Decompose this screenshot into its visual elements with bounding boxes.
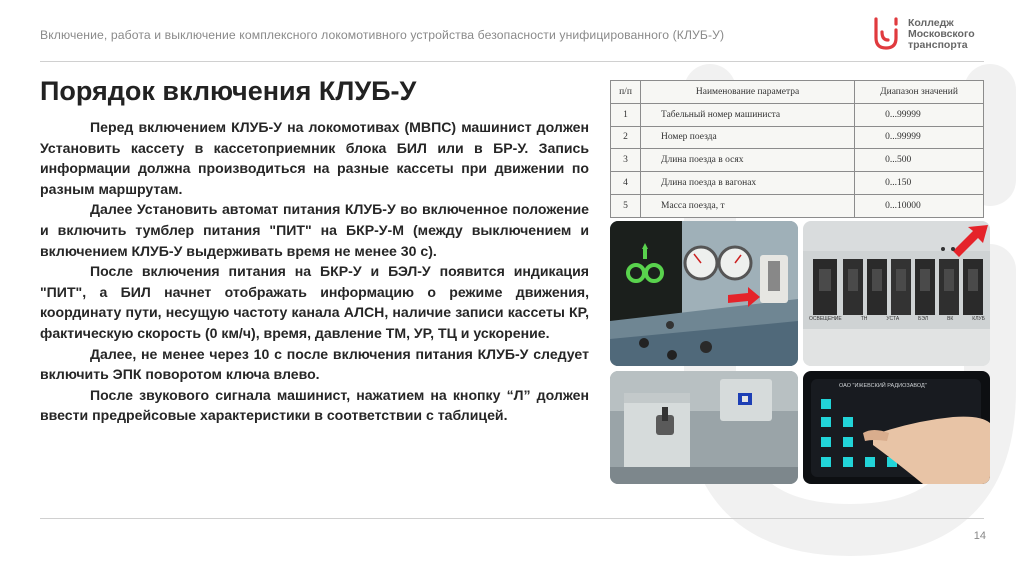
parameter-name: Номер поезда [641,126,855,149]
column-header-number: п/п [611,81,641,104]
panel-label: УСТА [886,316,900,322]
header-divider [40,61,984,62]
photo-cab-panel [610,221,798,366]
value-range: 0...150 [855,172,984,195]
page-title: Порядок включения КЛУБ-У [40,76,417,106]
cab-panel-photo-icon [610,221,798,366]
column-header-range: Диапазон значений [855,81,984,104]
value-range: 0...10000 [855,194,984,217]
column-header-parameter: Наименование параметра [641,81,855,104]
parameter-name: Длина поезда в осях [641,149,855,172]
logo-line-3: транспорта [908,38,968,51]
panel-labels [809,316,985,322]
table-row [611,103,984,126]
value-range: 0...99999 [855,103,984,126]
parameters-table [610,80,984,218]
photo-epk-key [610,371,798,484]
row-number: 3 [611,149,641,172]
college-logo-icon [870,16,902,52]
logo-line-2: Московского [908,27,975,40]
footer-divider [40,518,984,519]
row-number: 2 [611,126,641,149]
photo-bil-display [803,371,990,484]
panel-label: ТН [860,316,868,322]
paragraph-5: После звукового сигнала машинист, нажатием на кнопку “Л” должен ввести предрейсовые характеристики в соответствии с таблицей. [40,386,589,424]
body-text [40,117,589,426]
value-range: 0...99999 [855,126,984,149]
row-number: 1 [611,103,641,126]
parameter-name: Табельный номер машиниста [641,103,855,126]
panel-label: КЛУБ [972,316,985,322]
table-row [611,194,984,217]
college-logo [870,12,1000,56]
parameter-name: Длина поезда в вагонах [641,172,855,195]
table-row [611,149,984,172]
row-number: 4 [611,172,641,195]
table-row [611,126,984,149]
photo-breaker-panel [803,221,990,366]
row-number: 5 [611,194,641,217]
parameter-name: Масса поезда, т [641,194,855,217]
value-range: 0...500 [855,149,984,172]
panel-label: ОСВЕЩЕНИЕ [809,316,842,322]
paragraph-1: Перед включением КЛУБ-У на локомотивах (МВПС) машинист должен Установить кассету в кассетоприемник блока БИЛ или в БР-У. Запись информации должна производиться на разные кассеты при движении по разным маршрутам. [40,119,589,197]
college-logo-text [908,18,975,51]
table-row [611,172,984,195]
paragraph-3: После включения питания на БКР-У и БЭЛ-У появится индикация "ПИТ", а БИЛ начнет отображать информацию о режиме движения, координату пути, несущую частоту канала АЛСН, наличие записи кассеты КР, фактическую скорость (0 км/ч), время, давление ТМ, УР, ТЦ и ускорение. [40,263,589,341]
paragraph-2: Далее Установить автомат питания КЛУБ-У во включенное положение и включить тумблер питания "ПИТ" на БКР-У-М (между выключением и включением КЛУБ-У выдерживать время не менее 30 с). [40,201,589,259]
logo-line-1: Колледж [908,16,954,29]
header-title: Включение, работа и выключение комплексного локомотивного устройства безопасности унифицированного (КЛУБ-У) [40,28,725,42]
epk-key-photo-icon [610,371,798,484]
breaker-panel-photo-icon [803,221,990,366]
panel-label: БЭЛ [918,316,929,322]
page-number: 14 [973,530,986,542]
panel-label: ВК [947,316,954,322]
paragraph-4: Далее, не менее через 10 с после включения питания КЛУБ-У следует включить ЭПК поворотом ключа влево. [40,345,589,383]
device-label: ОАО "ИЖЕВСКИЙ РАДИОЗАВОД" [839,383,927,389]
table-header-row [611,81,984,104]
